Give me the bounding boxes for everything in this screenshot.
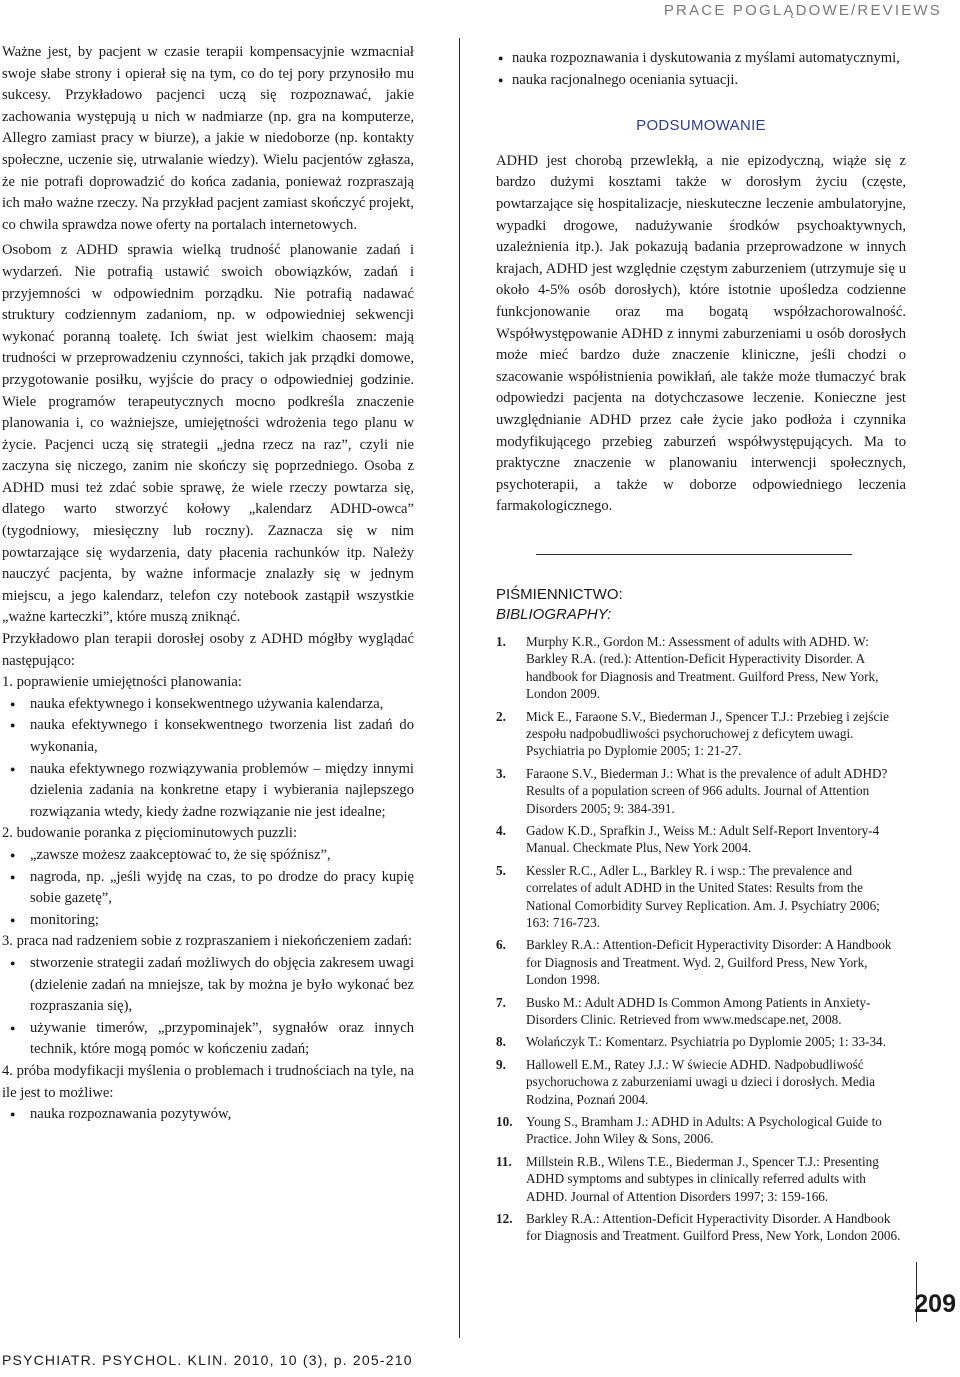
bibliography-heading: PIŚMIENNICTWO: [496,585,623,603]
plan-step-bullets [2,953,414,1061]
right-column [496,48,906,1250]
left-column [2,42,414,1126]
reference-item [496,1113,906,1148]
reference-item [496,765,906,817]
bullet-item: ● nauka racjonalnego oceniania sytuacji. [496,70,906,92]
reference-number: 7. [496,994,506,1010]
therapy-plan-list [2,672,414,1125]
reference-item [496,822,906,857]
reference-text: Mick E., Faraone S.V., Biederman J., Spencer T.J.: Przebieg i zejście zespołu nadpobudliwości psychoruchowej z deficytem uwagi. Psychiatria po Dyplomie 2005; 1: 21-27. [526,708,889,759]
plan-step-label: 2. budowanie poranka z pięciominutowych puzzli: [2,825,298,842]
reference-number: 10. [496,1114,513,1130]
section-rule [536,554,852,555]
bullet-item: ● nagroda, np. „jeśli wyjdę na czas, to po drodze do pracy kupię sobie gazetę”, [2,867,414,910]
plan-step-label: 4. próba modyfikacji myślenia o problemach i trudnościach na tyle, na ile jest to możliwe: [2,1062,414,1101]
bullet-item: ● nauka rozpoznawania i dyskutowania z myślami automatycznymi, [496,48,906,70]
reference-text: Millstein R.B., Wilens T.E., Biederman J., Spencer T.J.: Presenting ADHD symptoms and subtypes in clinically referred adults with ADHD. Journal of Attention Disorders 1997; 3: 159-166. [526,1153,879,1204]
reference-text: Kessler R.C., Adler L., Barkley R. i wsp.: The prevalence and correlates of adult ADHD in the United States: Results from the National Comorbidity Survey Replication. Am. J. Psychiatry 2006; 163: 716-723. [526,862,880,930]
reference-number: 3. [496,765,506,781]
reference-item [496,633,906,703]
plan-step-bullets [2,1104,414,1126]
reference-number: 4. [496,822,506,838]
plan-step-bullets [2,845,414,931]
reference-item [496,936,906,988]
reference-text: Barkley R.A.: Attention-Deficit Hyperactivity Disorder: A Handbook for Diagnosis and Treatment. Wyd. 2, Guilford Press, New York, London 1998. [526,937,892,988]
reference-item [496,994,906,1029]
bullet-item: ● nauka efektywnego i konsekwentnego używania kalendarza, [2,694,414,716]
reference-number: 1. [496,633,506,649]
bullet-item: ● nauka efektywnego i konsekwentnego tworzenia list zadań do wykonania, [2,715,414,758]
reference-text: Wolańczyk T.: Komentarz. Psychiatria po Dyplomie 2005; 1: 33-34. [526,1034,886,1050]
paragraph: Ważne jest, by pacjent w czasie terapii kompensacyjnie wzmacniał swoje słabe strony i opierał się na tym, co do tej pory przynosiło mu sukcesy. Przykładowo pacjenci uczą się rozpoznawać, jakie zachowania występują u nich w nadmiarze (np. gra na komputerze, Allegro zamiast pracy w biurze), a jakie w niedoborze (np. kontakty społeczne, uczenie się, utrwalanie wiedzy). Wielu pacjentów zgłasza, że nie potrafi doprowadzić do końca zadania, ponieważ rozpraszają ich mało ważne rzeczy. Na przykład pacjent zamiast skończyć projekt, co chwila sprawdza nowe oferty na portalach internetowych. [2,44,414,233]
summary-paragraph: ADHD jest chorobą przewlekłą, a nie epizodyczną, wiąże się z bardzo dużymi kosztami także w dorosłym życiu (częste, powtarzające się hospitalizacje, nieskuteczne leczenie ambulatoryjne, wypadki drogowe, nadużywanie środków psychoaktywnych, uzależnienia itp.). Jak pokazują badania przeprowadzone w innych krajach, ADHD jest względnie częstym zaburzeniem (utrzymuje się u około 4-5% osób dorosłych), które istotnie upośledza codzienne funkcjonowanie oraz ma bogatą współzachorowalność. Współwystępowanie ADHD z innymi zaburzeniami u osób dorosłych może mieć bardzo duże znaczenie kliniczne, jeśli chodzi o szacowanie współistnienia powikłań, ale także może tłumaczyć brak odpowiedzi pacjenta na dotychczasowe leczenie. Konieczne jest uwzględnianie ADHD przez całe życie jako podłoża i czynnika modyfikującego przebieg zaburzeń współwystępujących. Ma to praktyczne znaczenie w planowaniu interwencji społecznych, psychoterapii, a także w doborze odpowiedniego leczenia farmakologicznego. [496,152,906,515]
reference-item [496,1210,906,1245]
reference-item [496,708,906,760]
bullet-item: ● stworzenie strategii zadań możliwych do objęcia zakresem uwagi (dzielenie zadań na mniejsze, tak by można je było wykonać bez rozpraszania się), [2,953,414,1018]
bullet-item: ● używanie timerów, „przypominajek”, sygnałów oraz innych technik, które mogą pomóc w kończeniu zadań; [2,1018,414,1061]
reference-item [496,862,906,932]
reference-item [496,1153,906,1205]
reference-text: Barkley R.A.: Attention-Deficit Hyperactivity Disorder. A Handbook for Diagnosis and Treatment. Guilford Press, New York, London 2006. [526,1211,901,1244]
bullet-item: ● nauka rozpoznawania pozytywów, [2,1104,414,1126]
plan-step [2,672,414,823]
reference-text: Young S., Bramham J.: ADHD in Adults: A Psychological Guide to Practice. John Wiley & Sons, 2006. [526,1114,882,1147]
reference-text: Gadow K.D., Sprafkin J., Weiss M.: Adult Self-Report Inventory-4 Manual. Checkmate Plus, New York 2004. [526,822,880,856]
reference-text: Murphy K.R., Gordon M.: Assessment of adults with ADHD. W: Barkley R.A. (red.): Attention-Deficit Hyperactivity Disorder. A handbook for Diagnosis and Treatment. Guilford Press, New York, London 2009. [526,633,879,702]
journal-footer: PSYCHIATR. PSYCHOL. KLIN. 2010, 10 (3), p. 205-210 [2,1352,413,1368]
reference-item [496,1056,906,1108]
reference-text: Busko M.: Adult ADHD Is Common Among Patients in Anxiety-Disorders Clinic. Retrieved from www.medscape.net, 2008. [526,994,871,1027]
paragraph: Przykładowo plan terapii dorosłej osoby z ADHD mógłby wyglądać następująco: [2,631,414,669]
plan-step [2,931,414,1061]
bullet-item: ● „zawsze możesz zaakceptować to, że się spóźnisz”, [2,845,414,867]
bibliography-subheading: BIBLIOGRAPHY: [496,605,612,623]
plan-step-label: 3. praca nad radzeniem sobie z rozpraszaniem i niekończeniem zadań: [2,933,413,950]
reference-number: 5. [496,862,506,878]
column-divider [459,38,460,1338]
reference-text: Hallowell E.M., Ratey J.J.: W świecie ADHD. Nadpobudliwość psychoruchowa z zaburzeniami uwagi u dzieci i dorosłych. Media Rodzina, Poznań 2004. [526,1056,875,1107]
reference-number: 9. [496,1056,506,1072]
paragraph: Osobom z ADHD sprawia wielką trudność planowanie zadań i wydarzeń. Nie potrafią ustawić swoich obowiązków, zadań i przyjemności w odpowiednim porządku. Nie potrafią nadawać struktury codziennym zadaniom, np. w odpowiedniej sekwencji wykonać poranną toaletę. Ich świat jest wielkim chaosem: mają trudności w przeprowadzeniu czynności, takich jak prządki domowe, przygotowanie posiłku, wyjście do pracy o odpowiedniej godzinie. Wiele programów terapeutycznych mocno podkreśla znaczenie planowania i, co ważniejsze, umiejętności wdrożenia tego planu w życie. Pacjenci uczą się strategii „jedna rzecz na raz”, czyli nie zaczyna się niczego, zanim nie skończy się poprzedniego. Osoba z ADHD musi też zdać sobie sprawę, że wiele rzeczy powtarza się, dlatego warto stworzyć kołowy „kalendarz ADHD-owca” (tygodniowy, miesięczny lub roczny). Zaznacza się w nim powtarzające się wydarzenia, daty płacenia rachunków itp. Należy nauczyć pacjenta, by ważne informacje znalazły się w jednym miejscu, a jego kalendarz, telefon czy notebook zastąpił wszystkie „ważne karteczki”, które muszą zniknąć. [2,242,414,626]
summary-heading: PODSUMOWANIE [636,117,766,135]
plan-step-label: 1. poprawienie umiejętności planowania: [2,674,242,691]
running-header: PRACE POGLĄDOWE/REVIEWS [663,2,942,19]
reference-list [496,633,906,1245]
continued-bullets [496,48,906,91]
reference-number: 2. [496,708,506,724]
reference-item [496,1033,906,1050]
page-number: 209 [914,1290,956,1318]
reference-text: Faraone S.V., Biederman J.: What is the prevalence of adult ADHD? Results of a population screen of 966 adults. Journal of Attention Disorders 2005; 9: 384-391. [526,765,888,816]
bullet-item: ● nauka efektywnego rozwiązywania problemów – między innymi dzielenia zadania na konkretne etapy i wybierania najlepszego rozwiązania wtedy, kiedy żadne rozwiązanie nie jest idealne; [2,759,414,824]
reference-number: 8. [496,1034,506,1050]
plan-step-bullets [2,694,414,824]
bullet-item: ● monitoring; [2,910,414,932]
reference-number: 11. [496,1153,512,1169]
plan-step [2,1061,414,1126]
reference-number: 6. [496,937,506,953]
reference-number: 12. [496,1211,513,1227]
plan-step [2,823,414,931]
